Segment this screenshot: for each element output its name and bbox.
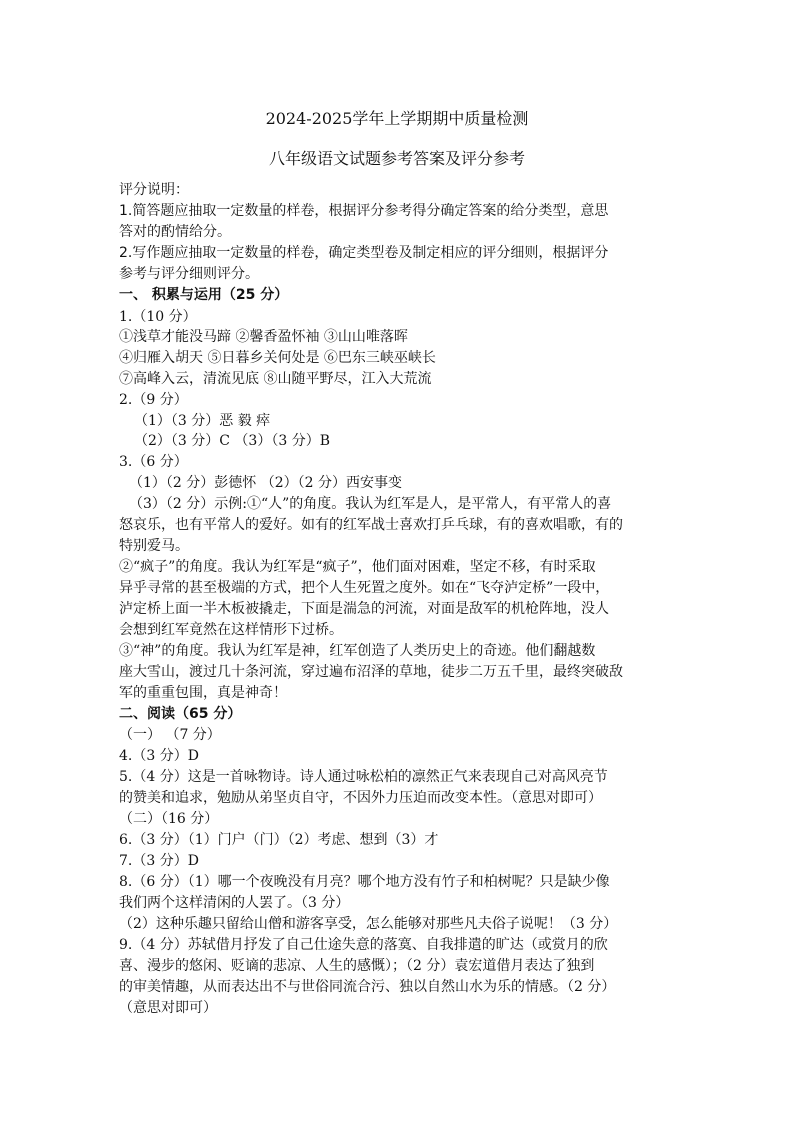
answer-line: （1）（2 分）彭德怀 （2）（2 分）西安事变: [129, 475, 402, 491]
scoring-notes-heading: 评分说明：: [119, 182, 189, 198]
answer-line: 座大雪山，渡过几十条河流，穿过遍布沼泽的草地，徒步二万五千里，最终突破敌: [119, 664, 623, 680]
section-heading: 一、 积累与运用（25 分）: [119, 287, 289, 303]
answer-line: 8.（6 分）（1）哪一个夜晚没有月亮？哪个地方没有竹子和柏树呢？只是缺少像: [119, 874, 610, 890]
text-line: 参考与评分细则评分。: [119, 266, 259, 282]
question-line: 1.（10 分）: [119, 309, 197, 325]
text-line: 2.写作题应抽取一定数量的样卷，确定类型卷及制定相应的评分细则，根据评分: [119, 245, 609, 261]
question-line: （一） （7 分）: [119, 727, 221, 743]
question-line: 3.（6 分）: [119, 454, 188, 470]
question-line: 4.（3 分）D: [119, 748, 199, 764]
answer-line: 6.（3 分）（1）门户（门）（2）考虑、想到（3）才: [119, 832, 439, 848]
answer-line: （3）（2 分）示例:①“人”的角度。我认为红军是人，是平常人，有平常人的喜: [129, 496, 612, 512]
answer-line: 的审美情趣，从而表达出不与世俗同流合污、独以自然山水为乐的情感。（2 分）: [119, 979, 616, 995]
answer-line: ⑦高峰入云，清流见底 ⑧山随平野尽，江入大荒流: [119, 371, 432, 387]
answer-line: 9.（4 分）苏轼借月抒发了自己仕途失意的落寞、自我排遣的旷达（或赏月的欣: [119, 937, 608, 953]
answer-line: （2）（3 分）C （3）（3 分）B: [134, 433, 330, 449]
answer-line: 特别爱马。: [119, 538, 189, 554]
answer-line: 5.（4 分）这是一首咏物诗。诗人通过咏松柏的凛然正气来表现自己对高风亮节: [119, 769, 608, 785]
answer-line: ③“神”的角度。我认为红军是神，红军创造了人类历史上的奇迹。他们翻越数: [119, 643, 596, 659]
answer-line: （意思对即可）: [119, 1000, 217, 1016]
answer-line: ②“疯子”的角度。我认为红军是“疯子”，他们面对困难，坚定不移，有时采取: [119, 559, 596, 575]
text-line: 1.简答题应抽取一定数量的样卷，根据评分参考得分确定答案的给分类型，意思: [119, 203, 609, 219]
answer-line: 泸定桥上面一半木板被撬走，下面是湍急的河流，对面是敌军的机枪阵地，没人: [119, 601, 609, 617]
question-line: 2.（9 分）: [119, 392, 188, 408]
answer-line: 喜、漫步的悠闲、贬谪的悲凉、人生的感慨）；（2 分）袁宏道借月表达了独到: [119, 958, 595, 974]
answer-line: ④归雁入胡天 ⑤日暮乡关何处是 ⑥巴东三峡巫峡长: [119, 350, 436, 366]
answer-line: 会想到红军竟然在这样情形下过桥。: [119, 622, 343, 638]
question-line: （二）（16 分）: [119, 811, 219, 827]
answer-line: 军的重重包围，真是神奇！: [119, 685, 287, 701]
answer-line: （1）（3 分）恶 毅 瘁: [134, 413, 271, 429]
answer-line: 怒哀乐，也有平常人的爱好。如有的红军战士喜欢打乒乓球，有的喜欢唱歌，有的: [119, 517, 623, 533]
text-line: 答对的酌情给分。: [119, 224, 231, 240]
answer-line: 异乎寻常的甚至极端的方式，把个人生死置之度外。如在“飞夺泸定桥”一段中，: [119, 580, 610, 596]
section-heading: 二、阅读（65 分）: [119, 706, 242, 722]
document-subtitle: 八年级语文试题参考答案及评分参考: [268, 149, 525, 168]
answer-line: 我们两个这样清闲的人罢了。（3 分）: [119, 895, 350, 911]
answer-line: 7.（3 分）D: [119, 853, 199, 869]
answer-line: ①浅草才能没马蹄 ②馨香盈怀袖 ③山山唯落晖: [119, 329, 408, 345]
document-title: 2024-2025学年上学期期中质量检测: [265, 109, 529, 128]
answer-line: 的赞美和追求，勉励从弟坚贞自守，不因外力压迫而改变本性。（意思对即可）: [119, 790, 602, 806]
answer-line: （2）这种乐趣只留给山僧和游客享受，怎么能够对那些凡夫俗子说呢！（3 分）: [119, 916, 618, 932]
